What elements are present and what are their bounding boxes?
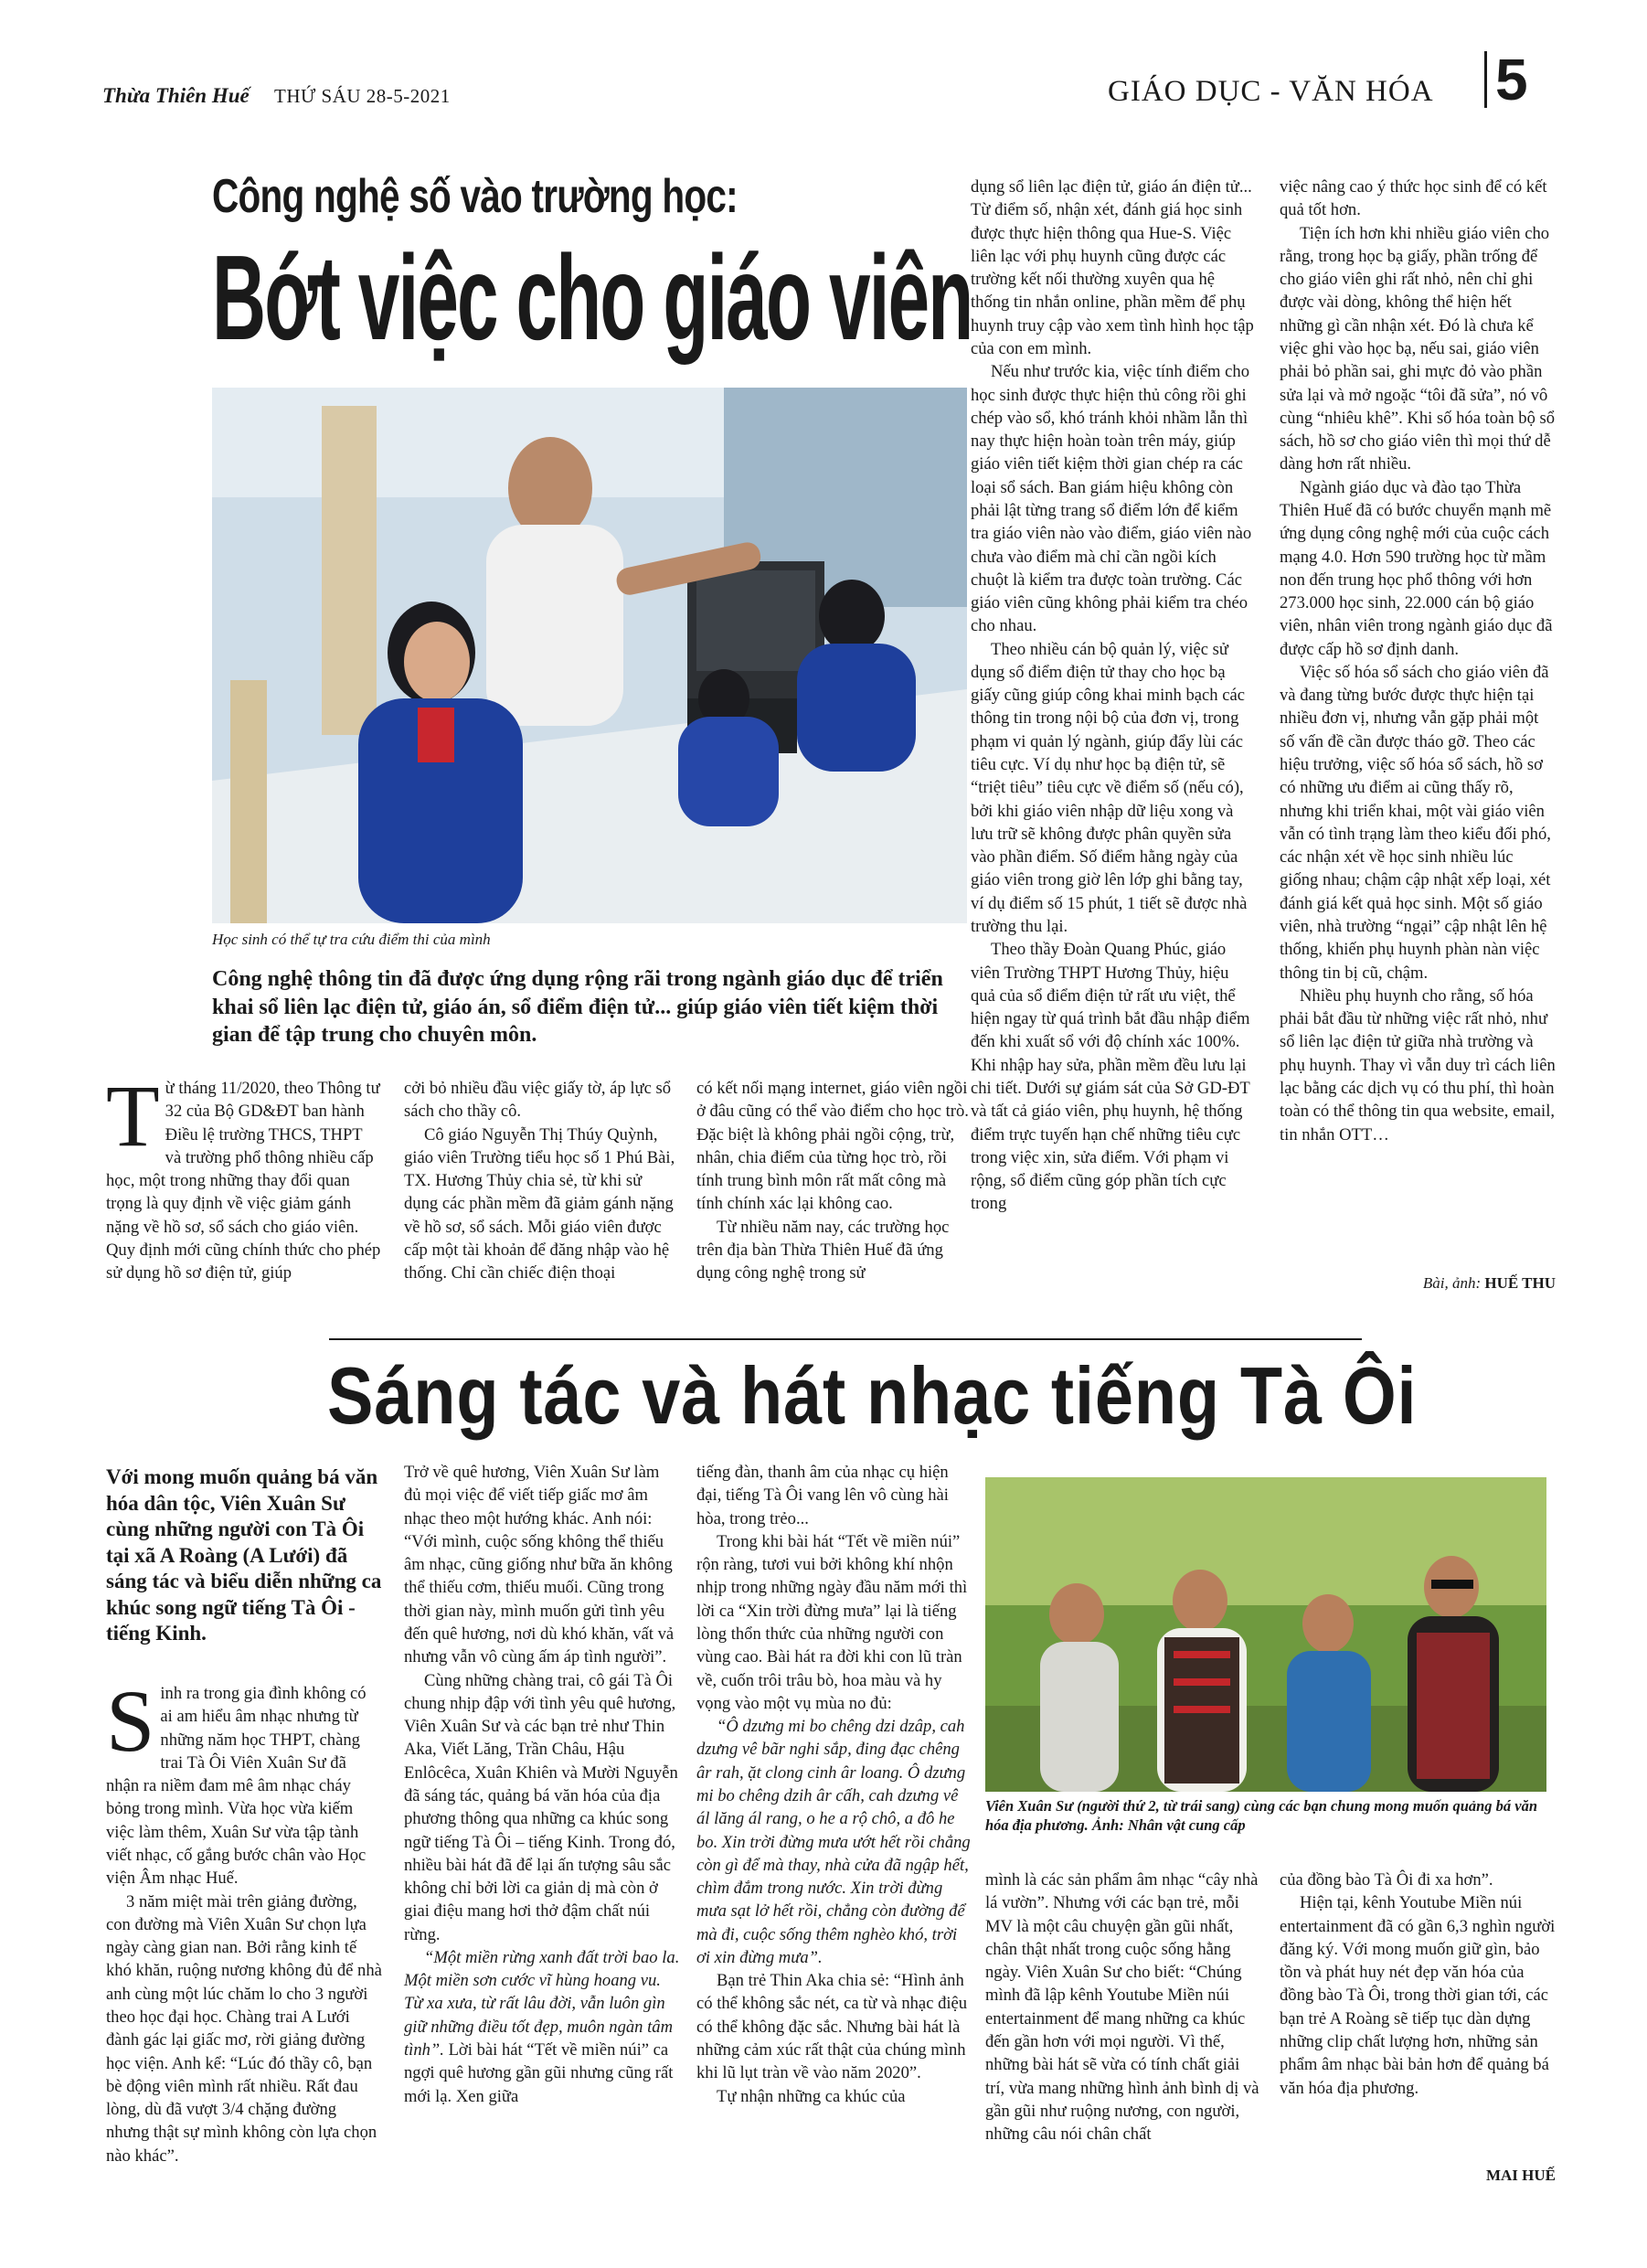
paragraph (404, 1946, 680, 2108)
section-title: GIÁO DỤC - VĂN HÓA (1108, 75, 1434, 108)
paragraph: cởi bỏ nhiều đầu việc giấy tờ, áp lực sổ sách cho thầy cô. (404, 1079, 672, 1122)
article2-headline: Sáng tác và hát nhạc tiếng Tà Ôi (327, 1350, 1418, 1441)
paragraph: inh ra trong gia đình không có ai am hiểu âm nhạc nhưng từ những năm học THPT, chàng trai Tà Ôi Viên Xuân Sư đã nhận ra niềm đam mê âm nhạc cháy bỏng trong mình. Vừa học vừa kiếm việc làm thêm, Xuân Sư vừa tập tành viết nhạc, cố gắng bước chân vào Học viện Âm nhạc Huế. (106, 1684, 367, 1889)
paragraph: Cùng những chàng trai, cô gái Tà Ôi chung nhịp đập với tình yêu quê hương, Viên Xuân Sư và các bạn trẻ như Thin Aka, Viết Lăng, Trần Châu, Hậu Enlôcêca, Xuân Khiên và Mười Nguyễn đã sáng tác, quảng bá văn hóa của địa phương thông qua những ca khúc song ngữ tiếng Tà Ôi – tiếng Kinh. Trong đó, nhiều bài hát đã để lại ấn tượng sâu sắc không chỉ bởi lời ca giản dị mà còn ở giai điệu mang hơi thở đậm chất núi rừng. (404, 1670, 678, 1944)
masthead: Thừa Thiên Huế (102, 84, 250, 107)
byline-prefix: Bài, ảnh: (1422, 1274, 1485, 1292)
page-number: 5 (1495, 47, 1528, 112)
article1-byline (1353, 1274, 1556, 1293)
paragraph: Việc số hóa sổ sách cho giáo viên đã và đang từng bước được thực hiện tại nhiều đơn vị, nhưng vẫn gặp phải một số vấn đề cần được tháo gỡ. Theo các hiệu trưởng, việc số hóa sổ sách, hồ sơ có những ưu điểm ai cũng thấy rõ, nhưng khi triển khai, một vài giáo viên vẫn có tình trạng làm theo kiểu đối phó, các nhận xét về học sinh nhiều lúc giống nhau; chậm cập nhật xếp loại, xét đánh giá kết quả học sinh. Một số giáo viên, nhà trường “ngại” cập nhật lên hệ thống, khiến phụ huynh phàn nàn việc thông tin bị cũ, chậm. (1280, 662, 1551, 983)
paragraph: Tự nhận những ca khúc của (717, 2086, 906, 2106)
song-lyrics-quote: “Ô dzưng mi bo chêng dzi dzâp, cah dzưng vê bãr nghi sắp, đing đạc chêng âr rah, ặt clong cinh âr loang. Ô dzưng mi bo chêng dzih âr cấh, cah dzưng vê ál lăng ál rang, o he a rộ chô, a đô he bo. Xin trời đừng mưa ướt hết rồi chẳng còn gì để mà thay, nhà cửa đã ngập hết, chìm đắm trong nước. Xin trời đừng mưa sạt lở hết rồi, chẳng còn đường để mà đi, cuộc sống thêm nghèo khó, trời ơi xin đừng mưa”. (696, 1717, 971, 1967)
paragraph: Nếu như trước kia, việc tính điểm cho học sinh được thực hiện thủ công rồi ghi chép vào sổ, khó tránh khỏi nhầm lẫn thì nay thực hiện hoàn toàn trên máy, giúp giáo viên tiết kiệm thời gian chép ra các loại sổ sách. Ban giám hiệu không còn phải lật từng trang sổ điểm lớn để kiểm tra giáo viên nào vào điểm, giáo viên nào chưa vào điểm mà chỉ cần ngồi kích chuột là kiểm tra được toàn trường. Các giáo viên cũng không phải kiểm tra chéo cho nhau. (971, 362, 1252, 636)
paragraph: Từ nhiều năm nay, các trường học trên địa bàn Thừa Thiên Huế đã ứng dụng công nghệ trong sử (696, 1217, 950, 1283)
song-lyrics-quote: “Một miền rừng xanh đất trời bao la. Một miền sơn cước vĩ hùng hoang vu. Từ xa xưa, từ rất lâu đời, vẫn luôn gìn giữ những điều tốt đẹp, muôn ngàn tâm tình”. (404, 1947, 680, 2060)
article1-photo (212, 388, 967, 923)
article-divider (329, 1338, 1362, 1340)
article2-photo (985, 1477, 1546, 1792)
article2-byline: MAI HUẾ (1485, 2167, 1556, 2184)
paragraph: Theo nhiều cán bộ quản lý, việc sử dụng sổ điểm điện tử thay cho học bạ giấy cũng giúp công khai minh bạch các thông tin trong nội bộ của đơn vị, trong phạm vi quản lý ngành, giúp đẩy lùi các tiêu cực. Ví dụ như học bạ điện tử, sẽ “triệt tiêu” tiêu cực về điểm số (nếu có), bởi khi giáo viên nhập dữ liệu xong và lưu trữ sẽ không được phân quyền sửa vào phần điểm. Số điểm hằng ngày của giáo viên trong giờ lên lớp ghi bằng tay, ví dụ điểm số 15 phút, 1 tiết sẽ được nhà trường thu lại. (971, 639, 1248, 936)
paragraph: Tiện ích hơn khi nhiều giáo viên cho rằng, trong học bạ giấy, phần trống để cho giáo viên ghi rất nhỏ, nên chỉ ghi được vài dòng, không thể hiện hết những gì cần nhận xét. Đó là chưa kể việc ghi vào học bạ, nếu sai, giáo viên phải bỏ phần sai, ghi mực đỏ vào phần sửa lại và mở ngoặc “tôi đã sửa”, nó vô cùng “nhiêu khê”. Khi số hóa toàn bộ sổ sách, hồ sơ cho giáo viên thì mọi thứ dễ dàng hơn rất nhiều. (1280, 223, 1556, 474)
header-divider (1484, 51, 1487, 108)
group-photo-illustration (985, 1477, 1546, 1792)
paragraph: dụng sổ liên lạc điện tử, giáo án điện tử... Từ điểm số, nhận xét, đánh giá học sinh được thực hiện thông qua Hue-S. Việc liên lạc với phụ huynh cũng được các trường kết nối thường xuyên qua hệ thống tin nhắn online, phần mềm để phụ huynh truy cập vào xem tình hình học tập của con em mình. (971, 177, 1254, 358)
article1-column-1 (106, 1067, 382, 1285)
article1-column-4 (971, 176, 1254, 1216)
classroom-photo-illustration (212, 388, 967, 923)
issue-date: THỨ SÁU 28-5-2021 (274, 85, 451, 107)
article1-column-3 (696, 1077, 972, 1285)
article2-column-2 (404, 1461, 680, 2108)
article1-column-5 (1280, 176, 1556, 1146)
paragraph: Trở về quê hương, Viên Xuân Sư làm đủ mọi việc để viết tiếp giấc mơ âm nhạc theo một hướng khác. Anh nói: “Với mình, cuộc sống không thể thiếu âm nhạc, cũng giống như bữa ăn không thể thiếu cơm, thiếu muối. Cũng trong thời gian này, mình muốn gửi tình yêu đến quê hương, nơi dù khó khăn, vất vả nhưng vẫn vô cùng ấm áp tình người”. (404, 1463, 675, 1667)
article2-photo-caption: Viên Xuân Sư (người thứ 2, từ trái sang) cùng các bạn chung mong muốn quảng bá văn hóa địa phương. Ảnh: Nhân vật cung cấp (985, 1797, 1538, 1834)
paragraph: Theo thầy Đoàn Quang Phúc, giáo viên Trường THPT Hương Thủy, hiệu quả của sổ điểm điện tử rất ưu việt, thể hiện ngay từ quá trình bắt đầu nhập điểm đến khi xuất sổ với độ chính xác 100%. Khi nhập hay sửa, phần mềm đều lưu lại chi tiết. Dưới sự giám sát của Sở GD-ĐT và tất cả giáo viên, phụ huynh, hệ thống điểm trực tuyến hạn chế những tiêu cực trong việc xin, sửa điểm. Với phạm vi rộng, sổ điểm cũng góp phần tích cực trong (971, 940, 1250, 1214)
article2-dropcap: S (106, 1672, 155, 1770)
article2-column-5 (1280, 1869, 1556, 2100)
paragraph: tiếng đàn, thanh âm của nhạc cụ hiện đại, tiếng Tà Ôi vang lên vô cùng hài hòa, trong trẻo... (696, 1463, 949, 1528)
article2-column-4 (985, 1869, 1261, 2146)
paragraph: mình là các sản phẩm âm nhạc “cây nhà lá vườn”. Nhưng với các bạn trẻ, mỗi MV là một câu chuyện gần gũi nhất, chân thật nhất trong cuộc sống hằng ngày. Viên Xuân Sư cho biết: “Chúng mình đã lập kênh Youtube Miền núi entertainment để mang những ca khúc đến gần hơn với mọi người. Vì thế, những bài hát sẽ vừa có tính chất giải trí, vừa mang những hình ảnh bình dị và gần gũi như ruộng nương, con người, những câu nói chân chất (985, 1870, 1259, 2145)
paragraph: Nhiều phụ huynh cho rằng, số hóa phải bắt đầu từ những việc rất nhỏ, như sổ liên lạc điện tử giữa nhà trường và phụ huynh. Thay vì vẫn duy trì cách liên lạc bằng các dịch vụ có thu phí, thì hoàn toàn có thể thông tin qua website, email, tin nhắn OTT… (1280, 985, 1556, 1145)
paragraph: 3 năm miệt mài trên giảng đường, con đường mà Viên Xuân Sư chọn lựa ngày càng gian nan. Bởi rằng kinh tế khó khăn, ruộng nương không đủ để nhà anh cùng một lúc chăm lo cho 3 người theo học đại học. Chàng trai A Lưới đành gác lại giấc mơ, rời giảng đường học viện. Anh kể: “Lúc đó thầy cô, bạn bè động viên mình rất nhiều. Rất đau lòng, dù đã vượt 3/4 chặng đường nhưng thật sự mình không còn lựa chọn nào khác”. (106, 1891, 382, 2166)
paragraph: Hiện tại, kênh Youtube Miền núi entertainment đã có gần 6,3 nghìn người đăng ký. Với mong muốn giữ gìn, bảo tồn và phát huy nét đẹp văn hóa của đồng bào Tà Ôi, trong thời gian tới, các bạn trẻ A Roàng sẽ tiếp tục dàn dựng những clip chất lượng hơn, những sản phẩm âm nhạc bài bản hơn để quảng bá văn hóa địa phương. (1280, 1893, 1556, 2098)
paragraph: của đồng bào Tà Ôi đi xa hơn”. (1280, 1870, 1493, 1890)
article1-kicker: Công nghệ số vào trường học: (212, 170, 738, 223)
paragraph: Cô giáo Nguyễn Thị Thúy Quỳnh, giáo viên Trường tiểu học số 1 Phú Bài, TX. Hương Thủy chia sẻ, từ khi sử dụng các phần mềm đã giảm gánh nặng về hồ sơ, sổ sách. Mỗi giáo viên được cấp một tài khoản để đăng nhập vào hệ thống. Chỉ cần chiếc điện thoại (404, 1124, 675, 1283)
article1-dropcap: T (106, 1067, 160, 1165)
article2-column-1 (106, 1672, 382, 2167)
paragraph: ừ tháng 11/2020, theo Thông tư 32 của Bộ GD&ĐT ban hành Điều lệ trường THCS, THPT và trường phổ thông nhiều cấp học, một trong những thay đổi quan trọng là quy định về việc giảm gánh nặng về hồ sơ, sổ sách cho giáo viên. Quy định mới cũng chính thức cho phép sử dụng hồ sơ điện tử, giúp (106, 1079, 381, 1283)
article2-column-3 (696, 1461, 972, 2108)
paragraph: Trong khi bài hát “Tết về miền núi” rộn ràng, tươi vui bởi không khí nhộn nhịp trong những ngày đầu năm mới thì lời ca “Xin trời đừng mưa” lại là tiếng lòng thổn thức của những người con vùng cao. Bài hát ra đời khi con lũ tràn về, cuốn trôi trâu bò, hoa màu và hy vọng vào một vụ mùa no đủ: (696, 1531, 968, 1713)
paragraph: có kết nối mạng internet, giáo viên ngồi ở đâu cũng có thể vào điểm cho học trò. Đặc biệt là không phải ngồi cộng, trừ, nhân, chia điểm của từng học trò, rồi tính trung bình môn rất mất công mà tính chính xác lại không cao. (696, 1079, 969, 1214)
paragraph-continuation: Lời bài hát “Tết về miền núi” ca ngợi quê hương gần gũi nhưng cũng rất mới lạ. Xen giữa (404, 2040, 674, 2106)
article1-column-2 (404, 1077, 680, 1285)
byline-author: HUẾ THU (1484, 1274, 1556, 1292)
paragraph: việc nâng cao ý thức học sinh để có kết quả tốt hơn. (1280, 177, 1547, 220)
article2-sapo: Với mong muốn quảng bá văn hóa dân tộc, Viên Xuân Sư cùng những người con Tà Ôi tại xã A Roàng (A Lưới) đã sáng tác và biểu diễn những ca khúc song ngữ tiếng Tà Ôi - tiếng Kinh. (106, 1465, 382, 1645)
article1-sapo: Công nghệ thông tin đã được ứng dụng rộng rãi trong ngành giáo dục để triển khai sổ liên lạc điện tử, giáo án, sổ điểm điện tử... giúp giáo viên tiết kiệm thời gian để tập trung cho chuyên môn. (212, 967, 943, 1048)
paragraph: Bạn trẻ Thin Aka chia sẻ: “Hình ảnh có thể không sắc nét, ca từ và nhạc điệu có thể không đặc sắc. Nhưng bài hát là những cảm xúc rất thật của chúng mình khi lũ lụt tràn về vào năm 2020”. (696, 1971, 968, 2083)
article1-photo-caption: Học sinh có thể tự tra cứu điểm thi của mình (212, 931, 491, 948)
article1-headline: Bớt việc cho giáo viên (212, 230, 972, 365)
paragraph: Ngành giáo dục và đào tạo Thừa Thiên Huế đã có bước chuyển mạnh mẽ ứng dụng công nghệ mới của cuộc cách mạng 4.0. Hơn 590 trường học từ mầm non đến trung học phổ thông với hơn 273.000 học sinh, 22.000 cán bộ giáo viên, nhân viên trong ngành giáo dục đã được cấp hồ sơ định danh. (1280, 477, 1553, 659)
